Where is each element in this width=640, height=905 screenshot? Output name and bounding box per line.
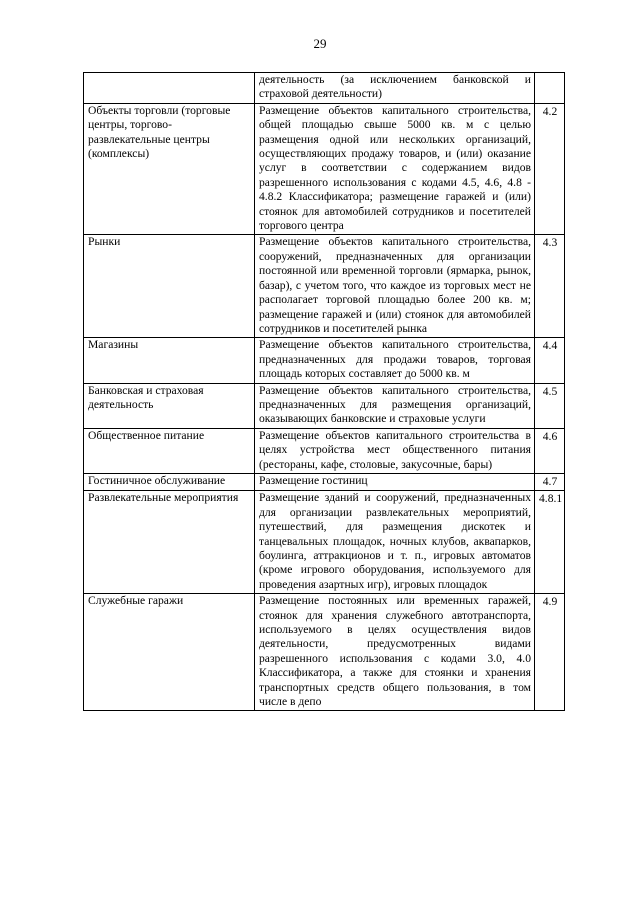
table-row (84, 383, 565, 428)
use-code: 4.7 (542, 474, 558, 488)
use-code-cell (535, 338, 565, 383)
use-name-cell: Служебные гаражи (84, 594, 255, 711)
use-code-cell (535, 103, 565, 235)
use-code-cell (535, 428, 565, 473)
use-description-cell: Размещение объектов капитального строительства в целях устройства мест общественного питания (рестораны, кафе, столовые, закусочные, бары) (255, 428, 535, 473)
use-name-cell (84, 73, 255, 104)
use-name-cell: Развлекательные мероприятия (84, 491, 255, 594)
use-description-cell: Размещение объектов капитального строительства, предназначенных для продажи товаров, торговая площадь которых составляет до 5000 кв. м (255, 338, 535, 383)
use-description-cell: Размещение гостиниц (255, 473, 535, 490)
use-description-cell: Размещение зданий и сооружений, предназначенных для организации развлекательных мероприятий, путешествий, для размещения дискотек и танцевальных площадок, ночных клубов, аквапарков, боулинга, аттракционов и т. п., игровых автоматов (кроме игрового оборудования, используемого для проведения азартных игр), игровых площадок (255, 491, 535, 594)
use-code: 4.9 (542, 595, 558, 609)
use-code-cell (535, 594, 565, 711)
use-code-cell (535, 383, 565, 428)
page-number: 29 (313, 36, 327, 51)
use-code-cell (535, 491, 565, 594)
use-code: 4.8.1 (539, 492, 563, 506)
use-name-cell: Объекты торговли (торговые центры, торгово-развлекательные центры (комплексы) (84, 103, 255, 235)
use-code-cell (535, 73, 565, 104)
use-code-cell (535, 235, 565, 338)
use-name-cell: Общественное питание (84, 428, 255, 473)
table-row (84, 594, 565, 711)
use-code (539, 73, 561, 74)
use-description-cell: Размещение объектов капитального строительства, предназначенных для размещения организаций, оказывающих банковские и страховые услуги (255, 383, 535, 428)
use-code: 4.6 (542, 429, 558, 443)
use-code: 4.2 (542, 104, 558, 118)
table-row (84, 73, 565, 104)
table-row (84, 235, 565, 338)
use-code: 4.5 (542, 384, 558, 398)
use-description-cell: Размещение объектов капитального строительства, сооружений, предназначенных для организации постоянной или временной торговли (ярмарка, рынок, базар), с учетом того, что каждое из торговых мест не располагает торговой площадью более 200 кв. м; размещение гаражей и (или) стоянок для автомобилей сотрудников и посетителей рынка (255, 235, 535, 338)
use-name-cell: Магазины (84, 338, 255, 383)
table-row (84, 428, 565, 473)
use-name-cell: Банковская и страховая деятельность (84, 383, 255, 428)
table-row (84, 103, 565, 235)
table-row (84, 338, 565, 383)
use-code: 4.4 (542, 339, 558, 353)
use-name-cell: Рынки (84, 235, 255, 338)
use-description-cell: деятельность (за исключением банковской и страховой деятельности) (255, 73, 535, 104)
use-code: 4.3 (542, 236, 558, 250)
land-use-table (83, 72, 565, 711)
table-row (84, 491, 565, 594)
use-description-cell: Размещение объектов капитального строительства, общей площадью свыше 5000 кв. м с целью размещения одной или нескольких организаций, осуществляющих продажу товаров, и (или) оказание услуг в соответствии с содержанием видов разрешенного использования с кодами 4.5, 4.6, 4.8 - 4.8.2 Классификатора; размещение гаражей и (или) стоянок для автомобилей сотрудников и посетителей торгового центра (255, 103, 535, 235)
use-description-cell: Размещение постоянных или временных гаражей, стоянок для хранения служебного автотранспорта, используемого в целях осуществления видов деятельности, предусмотренных видами разрешенного использования с кодами 3.0, 4.0 Классификатора, а также для стоянки и хранения транспортных средств общего пользования, в том числе в депо (255, 594, 535, 711)
use-code-cell (535, 473, 565, 490)
table-row (84, 473, 565, 490)
use-name-cell: Гостиничное обслуживание (84, 473, 255, 490)
